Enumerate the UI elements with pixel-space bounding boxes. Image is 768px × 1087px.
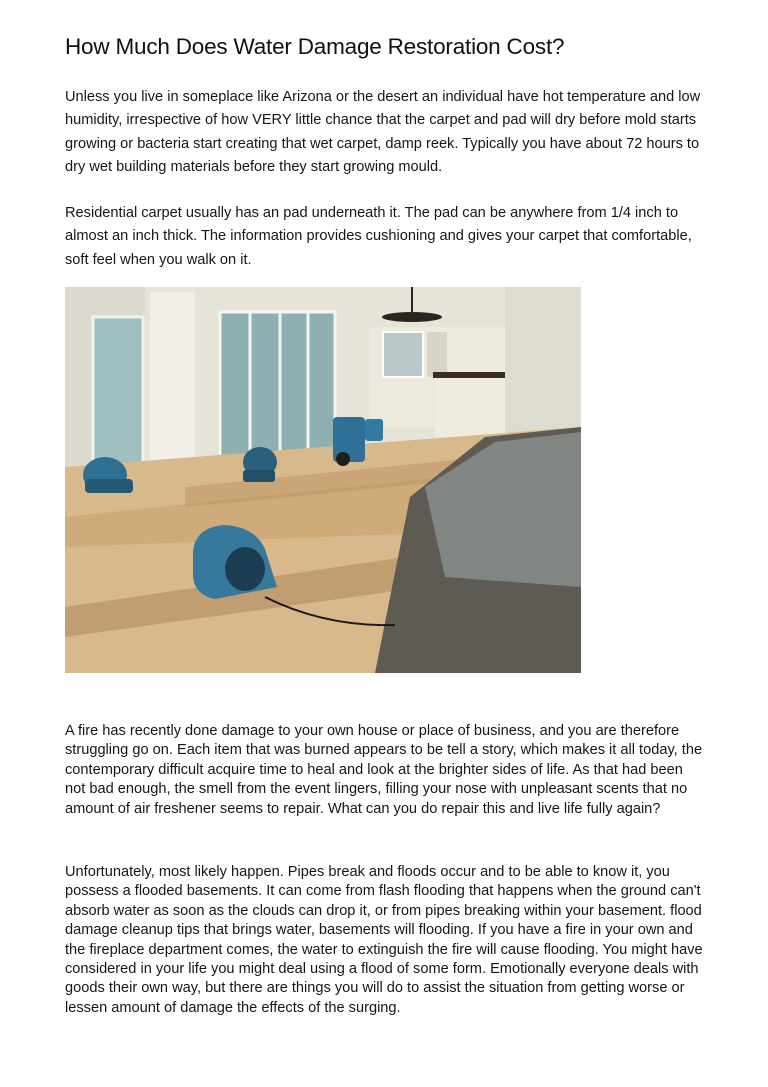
paragraph-fire-damage: A fire has recently done damage to your own house or place of business, and you are therefore struggling go on. Each item that was burned appears to be tell a story, which makes it all today, the contemporary difficult acquire time to heal and look at the brighter sides of life. As that had been not bad enough, the smell from the event lingers, filling your nose with unpleasant scents that no amount of air freshener seems to repair. What can you do repair this and live life fully again?: [65, 723, 703, 817]
air-mover-fan-center: [243, 447, 277, 482]
page-title: How Much Does Water Damage Restoration Cost?: [65, 34, 565, 59]
paragraph-flooding: Unfortunately, most likely happen. Pipes break and floods occur and to be able to know it, you possess a flooded basements. It can come from flash flooding that happens when the ground can't absorb water as soon as the clouds can drop it, or from pipes breaking within your basement. flood damage cleanup tips that brings water, basements will flooding. If you have a fire in your own and the fireplace department comes, the water to extinguish the fire will cause flooding. You might have considered in your life you might deal using a flood of some form. Emotionally everyone deals with goods their own way, but there are things you will do to assist the situation from getting worse or lessen amount of damage the effects of the surging.: [65, 864, 703, 1016]
paragraph-carpet-pad: Residential carpet usually has an pad underneath it. The pad can be anywhere from 1/4 inch to almost an inch thick. The information provides cushioning and gives your carpet that comfortable, soft feel when you walk on it.: [65, 205, 692, 268]
paragraph-intro: Unless you live in someplace like Arizona or the desert an individual have hot temperature and low humidity, irrespective of how VERY little chance that the carpet and pad will dry before mold starts growing or bacteria start creating that wet carpet, damp reek. Typically you have about 72 hours to dry wet building materials before they start growing mould.: [65, 89, 701, 176]
water-damage-photo: [65, 287, 581, 673]
room-with-air-movers-illustration: [65, 287, 581, 673]
